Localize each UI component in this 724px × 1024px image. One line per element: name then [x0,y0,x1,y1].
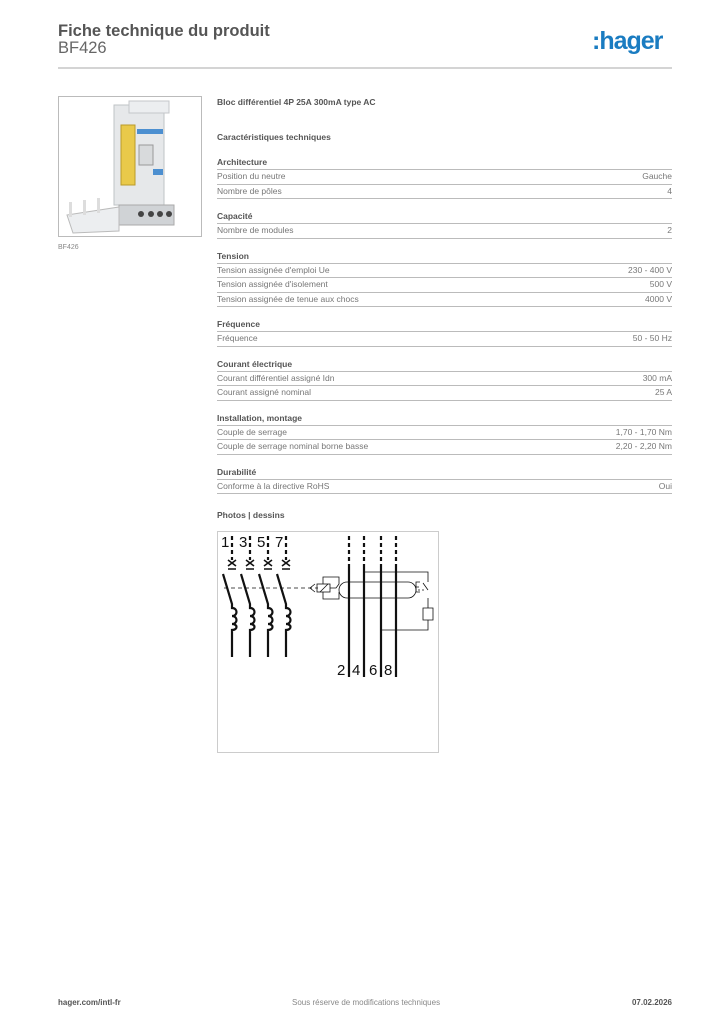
header-divider [58,67,672,69]
section-heading: Fréquence [217,317,672,332]
spec-section [217,465,672,495]
spec-value: 2,20 - 2,20 Nm [615,441,672,451]
spec-value: 4 [667,185,672,196]
footer-website[interactable]: hager.com/intl-fr [58,998,121,1007]
spec-row [217,386,672,401]
spec-label: Nombre de pôles [217,185,282,196]
spec-row [217,426,672,441]
image-caption: BF426 [58,244,79,251]
spec-label: Couple de serrage nominal borne basse [217,441,369,451]
spec-label: Tension assignée de tenue aux chocs [217,293,359,304]
spec-value: 300 mA [642,372,672,383]
section-heading: Architecture [217,155,672,170]
spec-row [217,278,672,293]
spec-sections [217,155,672,494]
spec-row [217,185,672,200]
spec-section [217,249,672,308]
spec-row [217,440,672,455]
spec-section [217,155,672,199]
terminal-top-label: 1 [221,534,230,551]
terminal-top-label: 7 [275,534,284,551]
spec-label: Position du neutre [217,171,286,181]
contact-cross-icon [246,560,254,569]
terminal-bottom-label: 8 [384,662,393,679]
characteristics-heading: Caractéristiques techniques [217,132,331,142]
spec-value: 2 [667,225,672,235]
contact-cross-icon [264,560,272,569]
spec-label: Courant différentiel assigné Idn [217,372,335,383]
spec-label: Fréquence [217,333,258,343]
contact-cross-icon [228,560,236,569]
terminal-bottom-label: 6 [369,662,378,679]
product-title: Bloc différentiel 4P 25A 300mA type AC [217,97,376,107]
pole-switch [223,574,237,657]
spec-value: 500 V [649,279,672,289]
spec-section [217,357,672,401]
product-code: BF426 [58,39,107,57]
terminal-bottom-label: 2 [337,662,346,679]
spec-row [217,332,672,347]
terminal-top-label: 5 [257,534,266,551]
page-title: Fiche technique du produit [58,22,270,40]
footer-date: 07.02.2026 [631,998,672,1007]
spec-label: Nombre de modules [217,225,294,235]
spec-label: Tension assignée d'isolement [217,279,328,289]
footer-notice: Sous réserve de modifications techniques [292,998,441,1007]
spec-row [217,293,672,308]
spec-section [217,317,672,347]
wiring-diagram [217,531,439,753]
spec-row [217,170,672,185]
spec-value: Oui [658,480,672,491]
spec-row [217,224,672,239]
hager-logo: :hager [592,27,663,55]
spec-row [217,264,672,279]
spec-value: 25 A [654,387,672,397]
terminal-bottom-label: 4 [352,662,361,679]
spec-row [217,372,672,387]
spec-label: Conforme à la directive RoHS [217,480,330,491]
product-image [58,96,202,237]
terminal-top-label: 3 [239,534,248,551]
spec-value: 50 - 50 Hz [632,333,672,343]
section-heading: Durabilité [217,465,672,480]
pole-switch [241,574,255,657]
contact-cross-icon [282,560,290,569]
section-heading: Capacité [217,209,672,224]
spec-label: Couple de serrage [217,426,287,437]
spec-row [217,480,672,495]
spec-label: Tension assignée d'emploi Ue [217,264,330,275]
spec-value: 1,70 - 1,70 Nm [615,426,672,437]
spec-value: 230 - 400 V [628,264,672,275]
spec-value: Gauche [642,171,672,181]
spec-value: 4000 V [645,293,672,304]
section-heading: Courant électrique [217,357,672,372]
pole-switch [259,574,273,657]
pole-switch [277,574,291,657]
section-heading: Installation, montage [217,411,672,426]
spec-section [217,209,672,239]
photos-heading: Photos | dessins [217,510,285,520]
section-heading: Tension [217,249,672,264]
spec-section [217,411,672,455]
spec-label: Courant assigné nominal [217,387,312,397]
spec-panel [217,95,672,494]
